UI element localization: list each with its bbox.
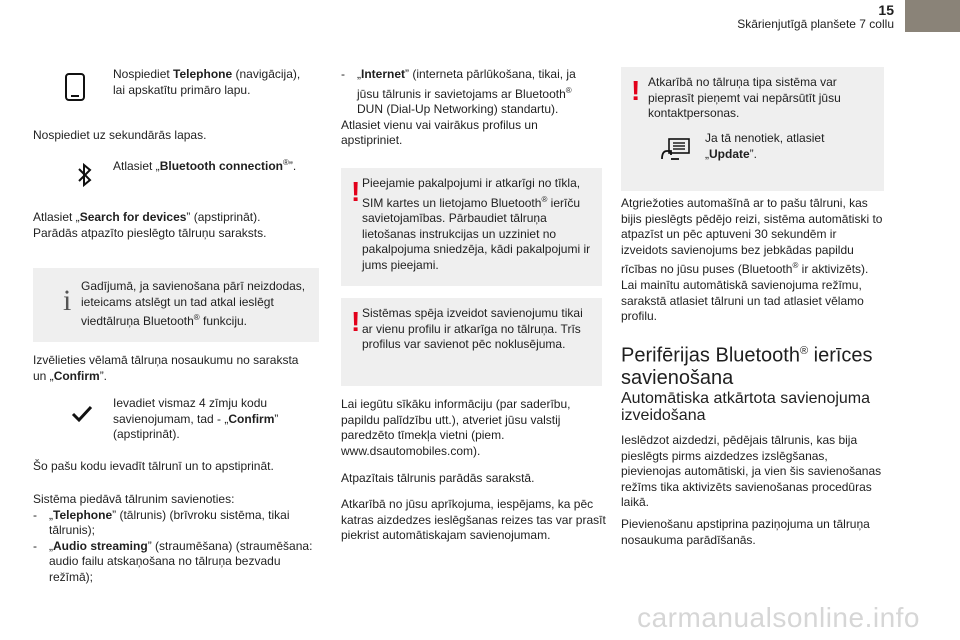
profiles-list: [33, 492, 318, 586]
subsection-heading: Automātiska atkārtota savienojuma izveidošana: [621, 390, 871, 424]
enter-code-text: Ievadiet vismaz 4 zīmju kodu savienojumam, tad - „Confirm” (apstiprināt).: [113, 396, 279, 442]
section-heading: Perifērijas Bluetooth® ierīces savienošana: [621, 344, 873, 389]
recognized-text: Atpazītais tālrunis parādās sarakstā.: [341, 471, 535, 485]
step-telephone: Nospiediet Telephone (navigācija), lai apskatītu primāro lapu.: [113, 67, 301, 97]
update-text: Ja tā nenotiek, atlasiet „Update”.: [705, 131, 825, 161]
list-item-telephone: - „Telephone” (tālrunis) (brīvroku sistēma, tikai tālrunis);: [33, 507, 290, 538]
warning-icon: !: [631, 75, 641, 106]
more-info-text: Lai iegūtu sīkāku informāciju (par saderību, papildu palīdzību utt.), atveriet jūsu valstij paredzēto tīmekļa vietni (piem. www.dsautomobiles.com).: [341, 397, 571, 458]
phone-icon: [64, 72, 86, 102]
warning-icon: !: [351, 306, 361, 337]
contacts-sync-icon: [659, 137, 693, 163]
notification-text: Pievienošanu apstiprina paziņojuma un tālruņa nosaukuma parādīšanās.: [621, 517, 870, 547]
internet-profile: [341, 67, 596, 149]
warning-note-1: [341, 168, 602, 286]
warning-note-1-text: Pieejamie pakalpojumi ir atkarīgi no tīkla, SIM kartes un lietojamo Bluetooth® ierīču savietojamības. Pārbaudiet tālruņa lietošanas instrukcijas un uzziniet no pakalpojuma sniedzēja, kādi pakalpojumi ir jums pieejami.: [362, 176, 591, 272]
info-icon: i: [63, 284, 72, 317]
choose-phone-text: Izvēlieties vēlamā tālruņa nosaukumu no saraksta un „Confirm”.: [33, 353, 299, 383]
list-item-audio: - „Audio streaming” (straumēšana) (straumēšana: audio failu atskaņošana no tālruņa bezvadu režīmā);: [33, 538, 313, 584]
depending-text: Atkarībā no jūsu aprīkojuma, iespējams, ka pēc katras aizdedzes ieslēgšanas reizes tas var prasīt piekrist automātiskajam savienojumam.: [341, 497, 606, 543]
check-icon: [71, 405, 93, 423]
section-title: Skārienjutīgā planšete 7 collu: [737, 17, 894, 31]
info-note: [33, 268, 319, 342]
select-profiles-text: Atlasiet vienu vai vairākus profilus un apstipriniet.: [341, 117, 538, 148]
page-number: 15: [878, 2, 894, 18]
reconnect-text: Atgriežoties automašīnā ar to pašu tālruni, kas bijis pieslēgts pēdējo reizi, sistēma automātiski to atpazīst un pēc aptuveni 30 sekundēm ir izveidots savienojums bez jebkādas papildu rīcības no jūsu puses (Bluetooth® ir aktivizēts). Lai mainītu automātiskā savienojuma režīmu, sarakstā atlasiet tālruni un tad atlasiet vēlamo profilu.: [621, 196, 883, 324]
list-item-internet: - „Internet” (interneta pārlūkošana, tikai, ja jūsu tālrunis ir savietojams ar Bluetooth® DUN (Dial-Up Networking) standartu).: [341, 67, 576, 117]
warning-note-3: [621, 67, 884, 191]
same-code-text: Šo pašu kodu ievadīt tālrunī un to apstiprināt.: [33, 459, 274, 473]
secondary-pages-text: Nospiediet uz sekundārās lapas.: [33, 128, 207, 142]
bluetooth-icon: [78, 163, 92, 187]
warning-note-2: [341, 298, 602, 386]
step-bluetooth: Atlasiet „Bluetooth connection®”.: [113, 158, 297, 173]
watermark: carmanualsonline.info: [637, 602, 920, 633]
warning-icon: !: [351, 176, 361, 207]
chapter-tab: [905, 0, 960, 32]
info-note-text: Gadījumā, ja savienošana pārī neizdodas, ieteicams atslēgt un tad atkal ieslēgt viedtālruņa Bluetooth® funkciju.: [81, 279, 306, 329]
warning-note-2-text: Sistēmas spēja izveidot savienojumu tikai ar vienu profilu ir atkarīga no tālruņa. Trīs profilus var savienot pēc noklusējuma.: [362, 306, 583, 352]
ignition-text: Ieslēdzot aizdedzi, pēdējais tālrunis, kas bija pieslēgts pirms aizdedzes izslēgšanas, pievienojas automātiski, ja vien šis savienošanas režīms tika aktivizēts savienošanas procedūras laikā.: [621, 433, 882, 510]
system-offers-text: Sistēma piedāvā tālrunim savienoties:: [33, 492, 235, 506]
search-devices-text: Atlasiet „Search for devices” (apstiprināt). Parādās atpazīto pieslēgto tālruņu saraksts.: [33, 210, 267, 240]
warning-note-3-text: Atkarībā no tālruņa tipa sistēma var pieprasīt pieņemt vai nepārsūtīt jūsu kontaktpersonas.: [648, 75, 841, 121]
